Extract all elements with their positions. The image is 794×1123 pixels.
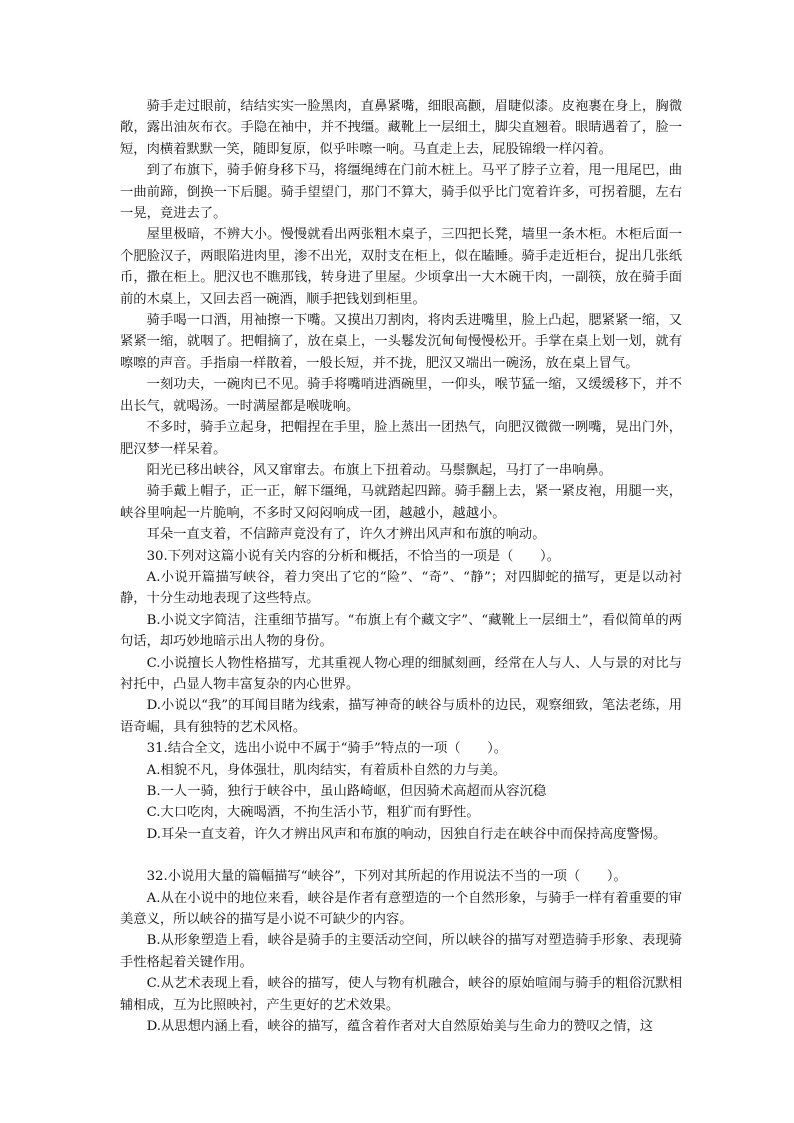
- story-paragraph: 屋里极暗，不辨大小。慢慢就看出两张粗木桌子，三四把长凳，墙里一条木柜。木柜后面一个肥脸汉子，两眼陷进肉里，渗不出光，双肘支在柜上，似在瞌睡。骑手走近柜台，捉出几张纸币，撒在柜上。肥汉也不瞧那钱，转身进了里屋。少顷拿出一大木碗干肉，一副筷，放在骑手面前的木桌上，又回去舀一碗酒，顺手把钱划到柜里。: [120, 227, 682, 307]
- option-c: C.小说擅长人物性格描写，尤其重视人物心理的细腻刻画，经常在人与人、人与景的对比与衬托中，凸显人物丰富复杂的内心世界。: [120, 655, 682, 692]
- story-paragraph: 一刻功夫，一碗肉已不见。骑手将嘴哨进酒碗里，一仰头，喉节猛一缩，又缓缓移下，并不出长气，就喝汤。一时满屋都是喉咙响。: [120, 377, 682, 414]
- option-b: B.小说文字简洁，注重细节描写。“布旗上有个藏文字”、“藏靴上一层细土”，看似简单的两句话，却巧妙地暗示出人物的身份。: [120, 612, 682, 650]
- question-32: [120, 866, 682, 1037]
- story-paragraph: 到了布旗下，骑手俯身移下马，将缰绳缚在门前木桩上。马平了脖子立着，甩一甩尾巴，曲一曲前蹄，倒换一下后腿。骑手望望门，那门不算大，骑手似乎比门宽着许多，可拐着腿，左右一晃，竟进去了。: [120, 163, 682, 222]
- option-d: D.小说以“我”的耳闻目睹为线索，描写神奇的峡谷与质朴的边民，观察细致，笔法老练，用语奇崛，具有独特的艺术风格。: [120, 698, 682, 735]
- option-a: A.相貌不凡，身体强壮，肌肉结实，有着质朴自然的力与美。: [146, 762, 507, 778]
- question-30: [120, 546, 682, 739]
- story-paragraph: 骑手戴上帽子，正一正，解下缰绳，马就踏起四蹄。骑手翻上去，紧一紧皮袍，用腿一夹，峡谷里响起一片脆响，不多时又闷闷响成一团，越越小，越越小。: [120, 484, 682, 521]
- question-stem: 30.下列对这篇小说有关内容的分析和概括，不恰当的一项是（ ）。: [146, 548, 560, 564]
- option-a: A.小说开篇描写峡谷，着力突出了它的“险”、“奇”、“静”；对四脚蛇的描写，更是以动衬静，十分生动地表现了这些特点。: [120, 569, 682, 607]
- option-c: C.从艺术表现上看，峡谷的描写，使人与物有机融合，峡谷的原始喧闹与骑手的粗俗沉默相辅相成，互为比照映衬，产生更好的艺术效果。: [120, 976, 682, 1013]
- option-d: D.耳朵一直支着，许久才辨出风声和布旗的响动，因独自行走在峡谷中而保持高度警惕。: [146, 826, 667, 842]
- question-stem: 31.结合全文，选出小说中不属于“骑手”特点的一项（ ）。: [146, 741, 508, 757]
- story-paragraph: 骑手走过眼前，结结实实一脸黑肉，直鼻紧嘴，细眼高颧，眉睫似漆。皮袍裹在身上，胸微敞，露出油灰布衣。手隐在袖中，并不拽缰。藏靴上一层细土，脚尖直翘着。眼睛遇着了，脸一短，肉横着默默一笑，随即复原，似乎咔嚓一响。马直走上去，屁股锦缎一样闪着。: [120, 99, 682, 157]
- option-b: B.一人一骑，独行于峡谷中，虽山路崎岖，但因骑术高超而从容沉稳: [146, 784, 547, 799]
- option-d: D.从思想内涵上看，峡谷的描写，蕴含着作者对大自然原始美与生命力的赞叹之情，这: [146, 1019, 653, 1035]
- option-b: B.从形象塑造上看，峡谷是骑手的主要活动空间，所以峡谷的描写对塑造骑手形象、表现骑手性格起着关键作用。: [120, 933, 682, 970]
- story-paragraph: 耳朵一直支着，不信蹄声竟没有了，许久才辨出风声和布旗的响动。: [146, 527, 546, 543]
- document-page: [120, 96, 682, 1037]
- option-a: A.从在小说中的地位来看，峡谷是作者有意塑造的一个自然形象，与骑手一样有着重要的审美意义，所以峡谷的描写是小说不可缺少的内容。: [120, 890, 682, 928]
- story-paragraph: 不多时，骑手立起身，把帽捏在手里，脸上蒸出一团热气，向肥汉微微一咧嘴，晃出门外，肥汉梦一样呆着。: [120, 420, 682, 457]
- spacer: [120, 845, 682, 866]
- question-31: [120, 738, 682, 845]
- story-paragraph: 阳光已移出峡谷，风又窜窜去。布旗上下扭着动。马鬃飘起，马打了一串响鼻。: [146, 462, 612, 478]
- story-paragraph: 骑手喝一口酒，用袖擦一下嘴。又摸出刀割肉，将肉丢进嘴里，脸上凸起，腮紧紧一缩，又紧紧一缩，就咽了。把帽摘了，放在桌上，一头鬈发沉甸甸慢慢松开。手掌在桌上划一划，就有嚓嚓的声音。手指扇一样散着，一般长短，并不拢，肥汉又端出一碗汤，放在桌上冒气。: [120, 313, 682, 371]
- question-stem: 32.小说用大量的篇幅描写“峡谷”，下列对其所起的作用说法不当的一项（ ）。: [146, 869, 627, 885]
- option-c: C.大口吃肉，大碗喝酒，不拘生活小节，粗犷而有野性。: [146, 805, 480, 821]
